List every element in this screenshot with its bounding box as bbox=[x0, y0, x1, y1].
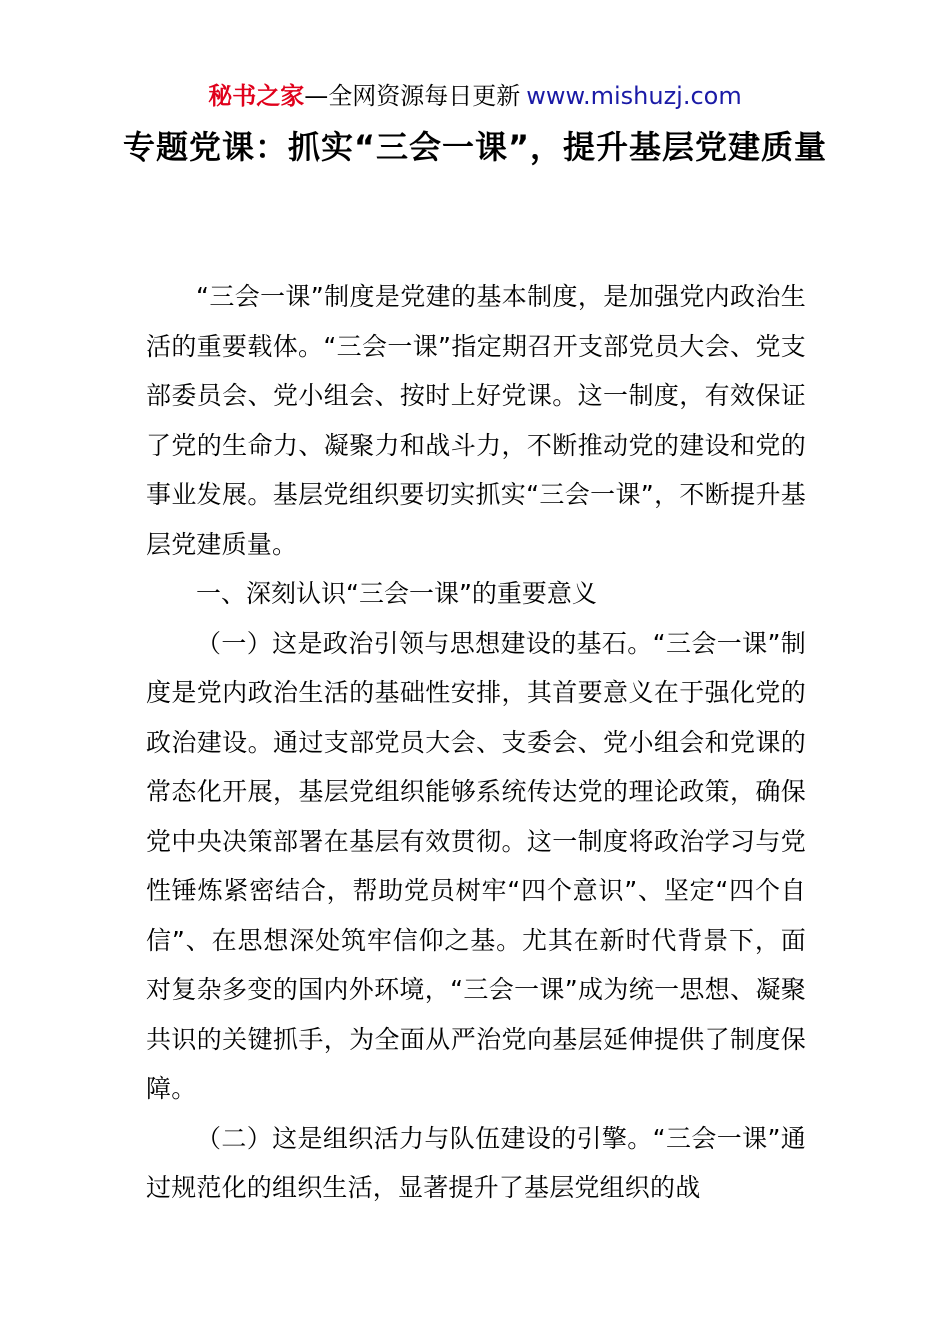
body-paragraph: （二）这是组织活力与队伍建设的引擎。“三会一课”通过规范化的组织生活，显著提升了基层党组织的战 bbox=[146, 1123, 806, 1202]
document-title: 专题党课：抓实“三会一课”，提升基层党建质量 bbox=[122, 128, 828, 166]
body-paragraph: （一）这是政治引领与思想建设的基石。“三会一课”制度是党内政治生活的基础性安排，其首要意义在于强化党的政治建设。通过支部党员大会、支委会、党小组会和党课的常态化开展，基层党组织能够系统传达党的理论政策，确保党中央决策部署在基层有效贯彻。这一制度将政治学习与党性锤炼紧密结合，帮助党员树牢“四个意识”、坚定“四个自信”、在思想深处筑牢信仰之基。尤其在新时代背景下，面对复杂多变的国内外环境，“三会一课”成为统一思想、凝聚共识的关键抓手，为全面从严治党向基层延伸提供了制度保障。 bbox=[146, 628, 806, 1103]
site-header bbox=[0, 80, 950, 112]
document-body bbox=[146, 272, 806, 1213]
header-tagline: —全网资源每日更新 bbox=[304, 82, 521, 110]
brand-name: 秘书之家 bbox=[208, 82, 305, 110]
site-url-link[interactable]: www.mishuzj.com bbox=[526, 82, 742, 110]
intro-paragraph: “三会一课”制度是党建的基本制度，是加强党内政治生活的重要载体。“三会一课”指定期召开支部党员大会、党支部委员会、党小组会、按时上好党课。这一制度，有效保证了党的生命力、凝聚力和战斗力，不断推动党的建设和党的事业发展。基层党组织要切实抓实“三会一课”，不断提升基层党建质量。 bbox=[146, 282, 806, 559]
section-heading: 一、深刻认识“三会一课”的重要意义 bbox=[196, 579, 597, 608]
